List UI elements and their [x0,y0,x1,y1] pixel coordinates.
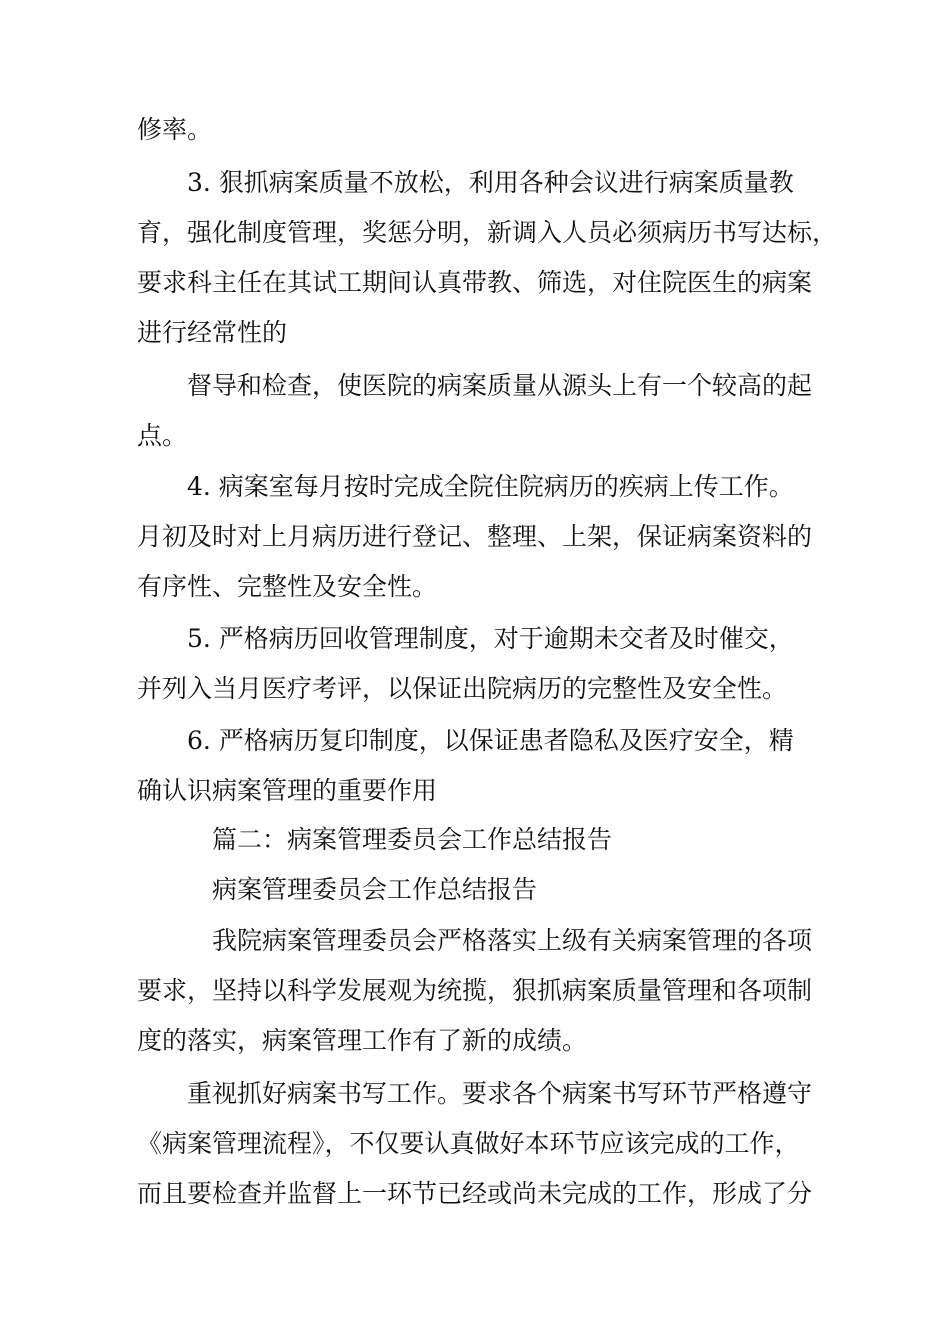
text-line: 6. 严格病历复印制度，以保证患者隐私及医疗安全，精 [187,726,794,755]
text-line: 《病案管理流程》，不仅要认真做好本环节应该完成的工作， [137,1129,800,1158]
text-line: 确认识病案管理的重要作用 [137,776,438,805]
text-line: 有序性、完整性及安全性。 [137,572,438,601]
text-line: 育，强化制度管理，奖惩分明，新调入人员必须病历书写达标， [137,218,838,247]
text-line: 我院病案管理委员会严格落实上级有关病案管理的各项 [212,926,813,955]
text-line: 修率。 [137,115,213,144]
section-heading: 篇二：病案管理委员会工作总结报告 [212,825,613,854]
text-line: 月初及时对上月病历进行登记、整理、上架，保证病案资料的 [137,522,813,551]
text-line: 点。 [137,421,188,450]
text-line: 重视抓好病案书写工作。要求各个病案书写环节严格遵守 [187,1079,813,1108]
text-line: 要求，坚持以科学发展观为统揽，狠抓病案质量管理和各项制 [137,976,813,1005]
text-line: 而且要检查并监督上一环节已经或尚未完成的工作，形成了分 [137,1179,813,1208]
text-line: 度的落实，病案管理工作有了新的成绩。 [137,1026,588,1055]
text-line: 并列入当月医疗考评，以保证出院病历的完整性及安全性。 [137,674,788,703]
report-title: 病案管理委员会工作总结报告 [212,875,538,904]
text-line: 3. 狠抓病案质量不放松，利用各种会议进行病案质量教 [187,168,794,197]
text-line: 4. 病案室每月按时完成全院住院病历的疾病上传工作。 [187,472,794,501]
text-line: 督导和检查，使医院的病案质量从源头上有一个较高的起 [187,371,813,400]
text-line: 进行经常性的 [137,318,288,347]
text-line: 5. 严格病历回收管理制度，对于逾期未交者及时催交， [187,624,794,653]
text-line: 要求科主任在其试工期间认真带教、筛选，对住院医生的病案 [137,268,813,297]
